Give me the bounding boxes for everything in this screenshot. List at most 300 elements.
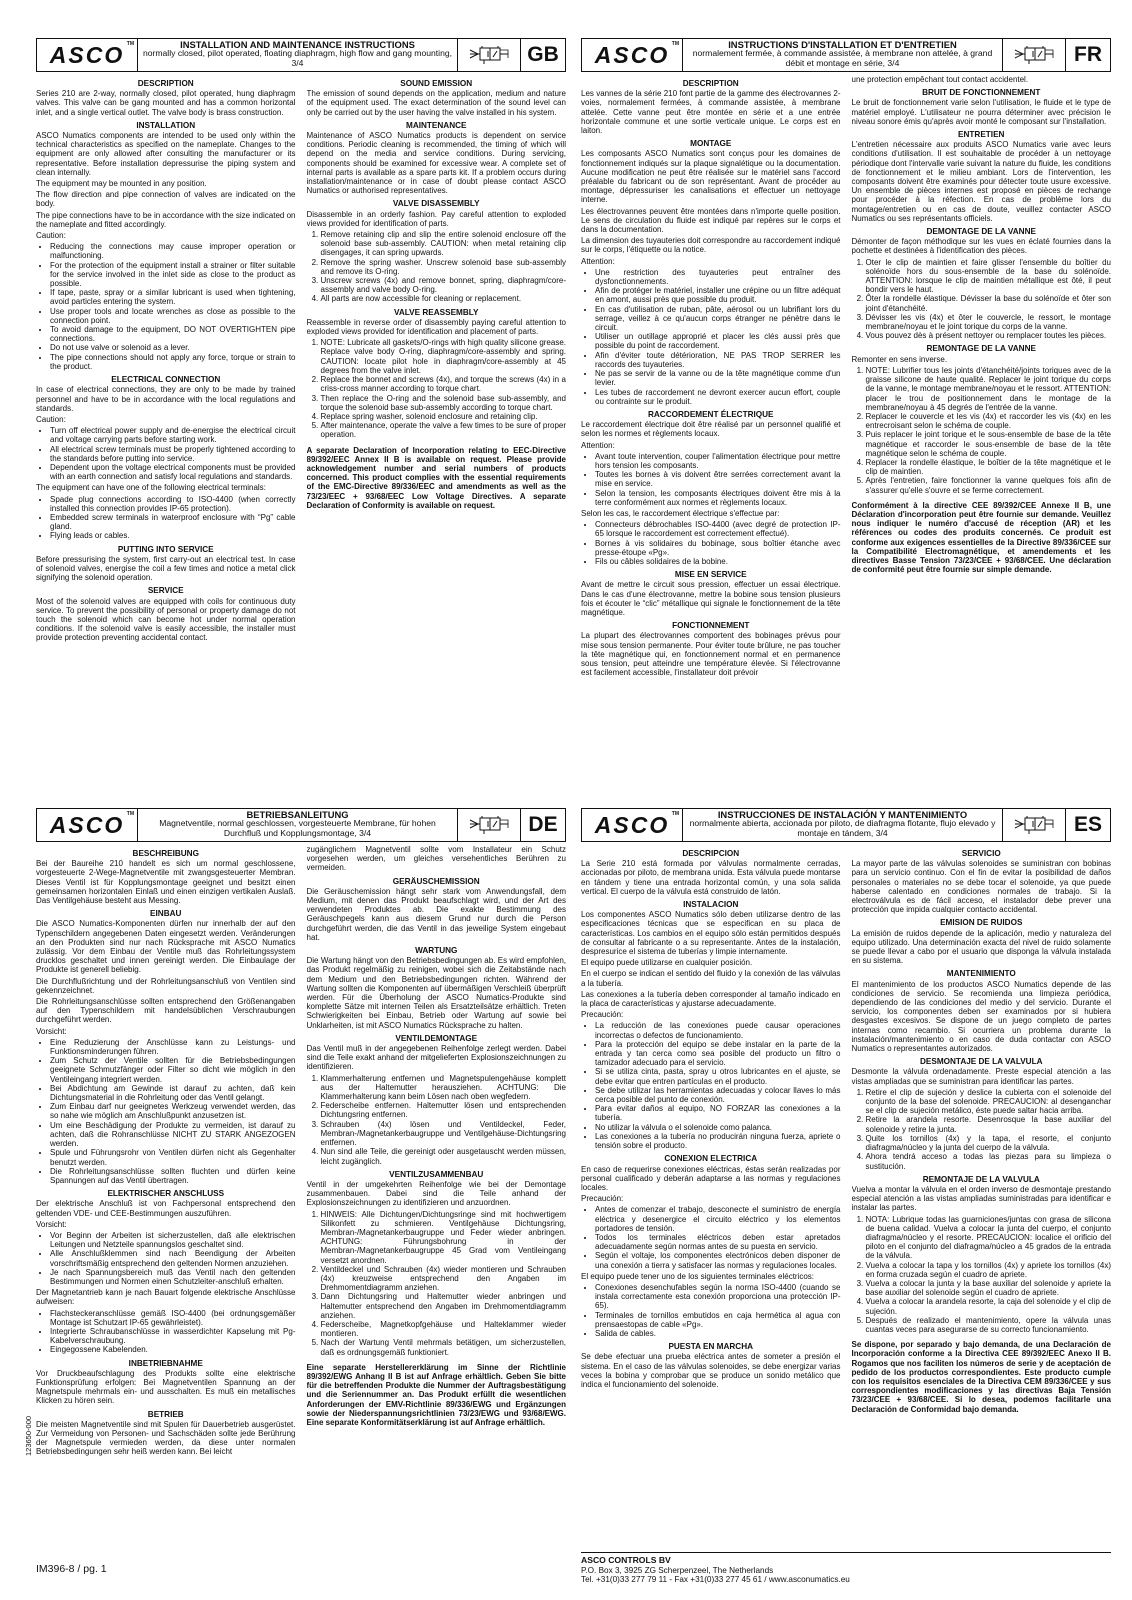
text-section: [852, 918, 1112, 965]
paragraph: Most of the solenoid valves are equipped with coils for continuous duty service. To prevent the possibility of personal or property damage do not touch the solenoid which can become hot under normal operation conditions. If the solenoid valve is easily accessible, the installer must provide protection preventing accidental contact.: [36, 596, 296, 643]
list-item: • Turn off electrical power supply and de-energise the electrical circuit and voltage carrying parts before starting work.: [50, 426, 296, 444]
section-heading: FONCTIONNEMENT: [672, 621, 750, 631]
list-item: • Spade plug connections according to ISO-4400 (when correctly installed this connection provides IP-65 protection).: [50, 495, 296, 513]
list-item: • Zum Schutz der Ventile sollten für die Betriebsbedingungen geeignete Schmutzfänger oder Filter so dicht wie möglich in den Ventileingang integriert werden.: [50, 1056, 296, 1084]
bullet-list: [36, 426, 296, 481]
header-title-block: [138, 39, 457, 71]
paragraph: Die Geräuschemission hängt sehr stark vom Anwendungsfall, dem Medium, mit denen das Produkt beaufschlagt wird, und der Art des verwendeten Produktes ab. Die exakte Bestimmung des Geräuschpegels kann aus diesem Grund nur durch die Person durchgeführt werden, die das Ventil in das jeweilige System eingebaut hat.: [306, 886, 566, 942]
doc-subtitle: normally closed, pilot operated, floating diaphragm, high flow and gang mounting, 3/4: [142, 48, 453, 68]
header-title-block: [683, 39, 1002, 71]
paragraph: Die Wartung hängt von den Betriebsbedingungen ab. Es wird empfohlen, das Produkt regelmäßig zu reinigen, wobei sich die Zeitabstände nach dem Medium und den Betriebsbedingungen richten. Während der Wartung sollten die Komponenten auf übermäßigen Verschleiß überprüft werden. Für die Überholung der ASCO Numatics-Produkte sind komplette Sätze mit internen Teilen als Ersatzteilsätze erhältlich. Treten Schwierigkeiten bei Einbau, Betrieb oder Wartung auf sowie bei Unklarheiten, ist mit ASCO Numatics Rücksprache zu halten.: [306, 956, 566, 1030]
text-section: [36, 1410, 296, 1457]
list-item: • Ne pas se servir de la vanne ou de la tête magnétique comme d'un levier.: [595, 369, 841, 387]
section-heading: VENTILDEMONTAGE: [395, 1033, 478, 1043]
paragraph: Vorsicht:: [36, 1219, 67, 1229]
text-column: [852, 845, 1112, 1414]
paragraph: The equipment can have one of the following electrical terminals:: [36, 483, 266, 493]
list-item: 3. Vuelva a colocar la junta y la base auxiliar del solenoide y apriete la base auxiliar del solenoide según el cuadro de apriete.: [866, 1279, 1112, 1297]
valve-symbol-icon: [1011, 814, 1057, 836]
header-title-block: [683, 809, 1002, 841]
bullet-list: [581, 1205, 841, 1269]
valve-symbol-icon: [1011, 44, 1057, 66]
paragraph: Se debe efectuar una prueba eléctrica antes de someter a presión el sistema. En el caso de las válvulas solenoides, se debe energizar varias veces la bobina y comprobar que se produce un sonido metálico que indica el funcionamiento del solenoide.: [581, 1352, 841, 1389]
text-columns: [36, 75, 566, 645]
list-item: 5. Après l'entretien, faire fonctionner la vanne quelques fois afin de s'assurer qu'elle s'ouvre et se ferme correctement.: [866, 476, 1112, 494]
declaration-note: Conformément à la directive CEE 89/392/CEE Annexe II B, une Déclaration d'incorporation peut être fournie sur demande. Veuillez nous indiquer le numéro d'accusé de réception (AR) et les références ou codes des produits concernés. Ce produit est conforme aux exigences essentielles de la Directive 89/336/CEE sur la Compatibilité Electromagnétique, et amendements et les directives Basse Tension 73/23/CEE + 93/68/CEE. Une déclaration de conformité peut être fournie sur simple demande.: [851, 500, 1111, 575]
paragraph: Vor Druckbeaufschlagung des Produkts sollte eine elektrische Funktionsprüfung erfolgen: Bei Magnetventilen Spannung an der Magnetspule mehrmals ein- und ausschalten. Es muß ein metallisches Klicken zu hören sein.: [36, 1368, 296, 1406]
text-section: [852, 75, 1112, 84]
document-number: 123650-000: [24, 1415, 33, 1456]
header-bar: [581, 38, 1111, 72]
text-section: [852, 227, 1112, 340]
paragraph: The flow direction and pipe connection of valves are indicated on the body.: [36, 190, 296, 209]
list-item: 4. Replace spring washer, solenoid enclosure and retaining clip.: [321, 412, 567, 421]
text-section: [36, 483, 296, 540]
paragraph: Attention:: [581, 256, 615, 266]
list-item: • Spule und Führungsrohr von Ventilen dürfen nicht als Gegenhalter benutzt werden.: [50, 1148, 296, 1166]
numbered-list: [307, 1210, 567, 1357]
section-heading: SERVICE: [147, 586, 184, 596]
numbered-list: [852, 366, 1112, 495]
section-heading: VENTILZUSAMMENBAU: [389, 1169, 484, 1179]
section-heading: INBETRIEBNAHME: [128, 1358, 203, 1368]
section-heading: RACCORDEMENT ÉLECTRIQUE: [647, 409, 774, 419]
section-heading: BETRIEB: [147, 1409, 184, 1419]
list-item: • For the protection of the equipment install a strainer or filter suitable for the service involved in the inlet side as close to the product as possible.: [50, 261, 296, 289]
section-heading: DEMONTAGE DE LA VANNE: [926, 227, 1036, 237]
paragraph: Reassemble in reverse order of disassembly paying careful attention to exploded views provided for identification and placement of parts.: [306, 317, 566, 337]
list-item: • Bornes à vis solidaires du bobinage, sous boîtier étanche avec presse-étoupe «Pg».: [595, 539, 841, 557]
list-item: • Um eine Beschädigung der Produkte zu vermeiden, ist darauf zu achten, daß die Rohranschlüsse NICHT ZU STARK ANGEZOGEN werden.: [50, 1121, 296, 1149]
text-section: [36, 1359, 296, 1406]
paragraph: Ventil in der umgekehrten Reihenfolge wie bei der Demontage zusammenbauen. Dabei sind die Teile anhand der Explosionszeichnungen zu identifizieren und anzuordnen.: [306, 1179, 566, 1208]
text-column: [307, 75, 567, 645]
company-name: ASCO CONTROLS BV: [581, 1555, 671, 1565]
paragraph: Das Ventil muß in der angegebenen Reihenfolge zerlegt werden. Dabei sind die Teile exakt anhand der mitgelieferten Explosionszeichnungen zu identifizieren.: [306, 1044, 566, 1072]
paragraph: Bei der Baureihe 210 handelt es sich um normal geschlossene, vorgesteuerte 2-Wege-Magnetventile mit zwangsgesteuerter Membran. Dieses Ventil ist für Kopplungsmontage geeignet und besitzt einen gemeinsamen horizontalen Einlaß und einen einzigen vertikalen Auslaß. Das Ventilgehäuse besteht aus Messing.: [36, 859, 296, 906]
section-heading: MAINTENANCE: [406, 120, 467, 130]
numbered-list: [852, 1215, 1112, 1335]
bullet-list: [581, 452, 841, 507]
section-heading: SERVICIO: [961, 849, 1001, 858]
list-item: • Die Rohrleitungsanschlüsse sollten fluchten und dürfen keine Spannungen auf das Ventil übertragen.: [50, 1167, 296, 1185]
numbered-list: [307, 1074, 567, 1166]
list-item: • Alle Anschlußklemmen sind nach Beendigung der Arbeiten vorschriftsmäßig entsprechend den geltenden Normen anzuziehen.: [50, 1249, 296, 1267]
paragraph: El mantenimiento de los productos ASCO Numatics depende de las condiciones de servicio. Se recomienda una limpieza periódica, dependiendo de las condiciones del medio y del servicio. Durante el servicio, los componentes deben ser examinados por si hubiera desgastes excesivos. Se dispone de un juego completo de partes internas como recambio. Si ocurriera un problema durante la instalación/mantenimiento o en caso de duda contactar con ASCO Numatics o representantes autorizados.: [851, 979, 1111, 1054]
text-column: [852, 75, 1112, 679]
list-item: 3. Puis replacer le joint torique et le sous-ensemble de base de la tête magnétique et raccorder le sous-ensemble de base de la tête magnétique selon le schéma de couple.: [866, 430, 1112, 458]
header-bar: [36, 38, 566, 72]
list-item: 2. Federscheibe entfernen. Haltemutter lösen und entsprechenden Dichtungsring entfernen.: [321, 1101, 567, 1119]
text-section: [581, 79, 841, 135]
trademark: TM: [126, 811, 134, 817]
text-section: [307, 199, 567, 303]
declaration-note: A separate Declaration of Incorporation relating to EEC-Directive 89/392/EEC Annex II B is available on request. Please provide acknowledgement number and serial numbers of products concerned. This product complies with the essential requirements of the EMC-Directive 89/336/EEC and amendments as well as the 73/23/EEC + 93/68/EEC Low Voltage Directives. A separate Declaration of Conformity is available on request.: [306, 445, 566, 510]
valve-symbol: [457, 39, 520, 71]
list-item: 2. Replacer le couvercle et les vis (4x) et raccorder les vis (4x) en les entrecroisant selon le schéma de couple.: [866, 412, 1112, 430]
list-item: 4. Nun sind alle Teile, die gereinigt oder ausgetauscht werden müssen, leicht zugänglich.: [321, 1147, 567, 1165]
paragraph: Die Rohrleitungsanschlüsse sollten entsprechend den Größenangaben auf den Typenschildern mit handelsüblichen Verschraubungen durchgeführt werden.: [36, 997, 296, 1025]
logo-text: ASCO: [594, 41, 670, 68]
paragraph: Series 210 are 2-way, normally closed, pilot operated, hung diaphragm valves. This valve can be gang mounted and has a common horizontal inlet, and a single vertical outlet. The valve body is brass construction.: [36, 89, 296, 117]
paragraph: Die meisten Magnetventile sind mit Spulen für Dauerbetrieb ausgerüstet. Zur Vermeidung von Personen- und Sachschäden sollte jede Berührung der Magnetspule vermieden werden, da diese unter normalen Betriebsbedingungen sehr heiß werden kann. Bei leicht: [36, 1419, 296, 1457]
section-heading: VALVE DISASSEMBLY: [392, 199, 480, 209]
paragraph: Desmonte la válvula ordenadamente. Preste especial atención a las vistas ampliadas que se suministran para identificar las partes.: [851, 1067, 1111, 1086]
company-address: P.O. Box 3, 3925 ZG Scherpenzeel, The Netherlands: [581, 1565, 774, 1575]
text-section: [36, 909, 296, 1185]
list-item: • Avant toute intervention, couper l'alimentation électrique pour mettre hors tension les composants.: [595, 452, 841, 470]
text-section: [852, 1057, 1112, 1170]
text-column: [581, 845, 841, 1414]
bullet-list: [36, 1038, 296, 1185]
quadrant-gb: [36, 38, 566, 798]
section-heading: VALVE REASSEMBLY: [394, 307, 479, 317]
text-section: [307, 1034, 567, 1166]
list-item: • Je nach Spannungsbereich muß das Ventil nach den geltenden Bestimmungen und Normen einen Schutzleiter-anschluß erhalten.: [50, 1268, 296, 1286]
paragraph: Les vannes de la série 210 font partie de la gamme des électrovannes 2-voies, normalement fermées, à commande assistée, à membrane attelée. Cette vanne peut être montée en série et a une entrée horizontale commune et une sortie verticale unique. Le corps est en laiton.: [581, 89, 841, 136]
list-item: • Según el voltaje, los componentes electrónicos deben disponer de una conexión a tierra y satisfacer las normas y regulaciones locales.: [595, 1251, 841, 1269]
list-item: • Se debe utilizar las herramientas adecuadas y colocar llaves lo más cerca posible del punto de conexión.: [595, 1086, 841, 1104]
list-item: 2. Vuelva a colocar la tapa y los tornillos (4x) y apriete los tornillos (4x) en forma cruzada según el cuadro de apriete.: [866, 1261, 1112, 1279]
text-section: [852, 88, 1112, 126]
paragraph: ASCO Numatics components are intended to be used only within the technical characteristics as specified on the nameplate. Changes to the equipment are only allowed after consulting the manufacturer or its representative. Before installation depressurise the piping system and clean internally.: [36, 131, 296, 177]
text-columns: [36, 845, 566, 1459]
paragraph: Avant de mettre le circuit sous pression, effectuer un essai électrique. Dans le cas d'une électrovanne, mettre la bobine sous tension plusieurs fois et écouter le “clic” métallique qui signale le fonctionnement de la tête magnétique.: [581, 580, 841, 617]
paragraph: une protection empêchant tout contact accidentel.: [851, 75, 1029, 84]
trademark: TM: [126, 41, 134, 47]
paragraph: Las conexiones a la tubería deben corresponder al tamaño indicado en la placa de características y ajustarse adecuadamente.: [581, 989, 841, 1009]
list-item: • Eine Reduzierung der Anschlüsse kann zu Leistungs- und Funktionsminderungen führen.: [50, 1038, 296, 1056]
list-item: • Para evitar daños al equipo, NO FORZAR las conexiones a la tubería.: [595, 1104, 841, 1122]
header-bar: [36, 808, 566, 842]
text-column: [36, 845, 296, 1459]
list-item: • Selon la tension, les composants électriques doivent être mis à la terre conformément aux normes et règlements locaux.: [595, 489, 841, 507]
section-heading: SOUND EMISSION: [400, 79, 473, 88]
quadrant-fr: [581, 38, 1111, 798]
list-item: 2. Retire la arandela resorte. Desenrosque la base auxiliar del solenoide y retire la junta.: [866, 1115, 1112, 1133]
bullet-list: [36, 495, 296, 541]
text-column: [36, 75, 296, 645]
list-item: • Zum Einbau darf nur geeignetes Werkzeug verwendet werden, das so nahe wie möglich am Anschlußpunkt anzusetzen ist.: [50, 1102, 296, 1120]
list-item: • Do not use valve or solenoid as a lever.: [50, 343, 296, 352]
text-section: [307, 1170, 567, 1357]
asco-logo: [37, 39, 138, 71]
text-section: [581, 1154, 841, 1269]
bullet-list: [581, 1021, 841, 1150]
list-item: • Dependent upon the voltage electrical components must be provided with an earth connection and satisfy local regulations and standards.: [50, 463, 296, 481]
list-item: 2. Ôter la rondelle élastique. Dévisser la base du solénoïde et ôter son joint d'étanchéité.: [866, 294, 1112, 312]
list-item: 1. Oter le clip de maintien et faire glisser l'ensemble du boîtier du solénoïde hors du sous-ensemble de la base du solénoïde. ATTENTION: lorsque le clip de maintien métallique est ôté, il peut bondir vers le haut.: [866, 258, 1112, 295]
bullet-list: [36, 242, 296, 371]
section-heading: MISE EN SERVICE: [674, 570, 747, 580]
list-item: • Flachsteckeranschlüsse gemäß ISO-4400 (bei ordnungsgemäßer Montage ist Schutzart IP-65 gewährleistet).: [50, 1309, 296, 1327]
list-item: • Antes de comenzar el trabajo, desconecte el suministro de energía eléctrica y desenergice el circuito eléctrico y los elementos portadores de tensión.: [595, 1205, 841, 1233]
text-section: [852, 130, 1112, 223]
section-heading: DESCRIPCION: [682, 849, 740, 858]
section-heading: WARTUNG: [415, 946, 458, 956]
language-code: DE: [520, 809, 565, 841]
list-item: 4. Ahora tendrá acceso a todas las piezas para su limpieza o sustitución.: [866, 1152, 1112, 1170]
text-section: [581, 1342, 841, 1389]
section-heading: BESCHREIBUNG: [132, 849, 199, 858]
paragraph: El equipo puede tener uno de los siguientes terminales eléctricos:: [581, 1271, 815, 1281]
bullet-list: [581, 268, 841, 406]
paragraph: Precaución:: [581, 1010, 624, 1020]
paragraph: Maintenance of ASCO Numatics products is dependent on service conditions. Periodic cleaning is recommended, the timing of which will depend on the media and service conditions. During servicing, components should be examined for excessive wear. A complete set of internal parts is available as a spare parts kit. If a problem occurs during installation/maintenance or in case of doubt please contact ASCO Numatics or authorised representatives.: [306, 131, 566, 196]
paragraph: El equipo puede utilizarse en cualquier posición.: [581, 958, 753, 968]
list-item: • Connecteurs débrochables ISO-4400 (avec degré de protection IP-65 lorsque le raccordement est correctement effectué).: [595, 520, 841, 538]
list-item: 3. Schrauben (4x) lösen und Ventildeckel, Feder, Membran-/Magnetankerbaugruppe und Ventilgehäuse-Dichtungsring entfernen.: [321, 1120, 567, 1148]
list-item: • Afin de protéger le matériel, installer une crépine ou un filtre adéquat en amont, aussi près que possible du produit.: [595, 286, 841, 304]
text-section: [36, 375, 296, 481]
text-section: [581, 570, 841, 617]
list-item: • To avoid damage to the equipment, DO NOT OVERTIGHTEN pipe connections.: [50, 325, 296, 343]
paragraph: Les électrovannes peuvent être montées dans n'importe quelle position. Le sens de circulation du fluide est indiqué par repères sur le corps et dans la documentation.: [581, 206, 841, 235]
paragraph: In case of electrical connections, they are only to be made by trained personnel and have to be in accordance with the local regulations and standards.: [36, 385, 296, 413]
trademark: TM: [671, 41, 679, 47]
list-item: 4. Federscheibe, Magnetkopfgehäuse und Halteklammer wieder montieren.: [321, 1320, 567, 1338]
section-heading: DESCRIPTION: [682, 79, 739, 88]
list-item: 4. Vuelva a colocar la arandela resorte, la caja del solenoide y el clip de sujeción.: [866, 1297, 1112, 1315]
paragraph: Die Durchflußrichtung und der Rohrleitungsanschluß von Ventilen sind gekennzeichnet.: [36, 976, 296, 995]
list-item: • Si se utiliza cinta, pasta, spray u otros lubricantes en el ajuste, se debe evitar que entren partículas en el producto.: [595, 1067, 841, 1085]
list-item: • En cas d'utilisation de ruban, pâte, aérosol ou un lubrifiant lors du serrage, veillez à ce qu'aucun corps étranger ne pénètre dans le circuit.: [595, 305, 841, 333]
text-section: [581, 410, 841, 507]
paragraph: Vuelva a montar la válvula en el orden inverso de desmontaje prestando especial atención a las vistas ampliadas suministradas para identificar e instalar las partes.: [851, 1184, 1111, 1213]
paragraph: Before pressurising the system, first carry-out an electrical test. In case of solenoid valves, energise the coil a few times and notice a metal click signifying the solenoid operation.: [36, 554, 296, 583]
doc-title: INSTALLATION AND MAINTENANCE INSTRUCTIONS: [180, 39, 415, 50]
list-item: 5. After maintenance, operate the valve a few times to be sure of proper operation.: [321, 421, 567, 439]
list-item: 3. Dévisser les vis (4x) et ôter le couvercle, le ressort, le montage membrane/noyau et le joint torique du corps de la vanne.: [866, 313, 1112, 331]
paragraph: Caution:: [36, 231, 66, 241]
text-column: [581, 75, 841, 679]
text-section: [36, 1288, 296, 1354]
list-item: 4. Vous pouvez dès à présent nettoyer ou remplacer toutes les pièces.: [866, 331, 1112, 340]
section-heading: MANTENIMIENTO: [946, 969, 1016, 979]
list-item: 3. Dann Dichtungsring und Haltemutter wieder anbringen und Haltemutter entsprechend den Angaben im Drehmomentdiagramm anziehen.: [321, 1292, 567, 1320]
logo-text: ASCO: [49, 811, 125, 838]
logo-text: ASCO: [594, 811, 670, 838]
logo-text: ASCO: [49, 41, 125, 68]
declaration-note: Se dispone, por separado y bajo demanda, de una Declaración de Incorporación conforme a la Directiva CEE 89/392/EEC Anexo II B. Rogamos que nos faciliten los números de serie y de aceptación de pedido de los productos correspondientes. Este producto cumple con los requisitos esenciales de la Directiva CEM 89/336/CEE y sus correspondientes modificaciones y las directivas Baja Tensión 73/23/CEE + 93/68/CEE. Si lo desea, podemos facilitarle una Declaración de Conformidad bajo demanda.: [851, 1340, 1111, 1414]
list-item: • Las conexiones a la tubería no producirán ninguna fuerza, apriete o tensión sobre el producto.: [595, 1132, 841, 1150]
paragraph: La mayor parte de las válvulas solenoides se suministran con bobinas para un servicio continuo. Con el fin de evitar la posibilidad de daños personales o materiales no se debe tocar el solenoide, ya que puede haberse calentado en condiciones normales de trabajo. Si la electroválvula es de fácil acceso, el instalador debe prever una protección que impida cualquier contacto accidental.: [851, 859, 1111, 915]
paragraph: En el cuerpo se indican el sentido del fluido y la conexión de las válvulas a la tubería.: [581, 969, 841, 988]
paragraph: Disassemble in an orderly fashion. Pay careful attention to exploded views provided for identification of parts.: [306, 209, 566, 228]
section-heading: INSTALACION: [683, 900, 739, 910]
section-heading: GERÄUSCHEMISSION: [392, 876, 480, 886]
list-item: • No utilizar la válvula o el solenoide como palanca.: [595, 1123, 841, 1132]
list-item: • Para la protección del equipo se debe instalar en la parte de la entrada y tan cerca como sea posible del producto un filtro o tamizador adecuado para el servicio.: [595, 1040, 841, 1068]
company-footer: [581, 1552, 1111, 1585]
paragraph: Les composants ASCO Numatics sont conçus pour les domaines de fonctionnement indiqués sur la plaque signalétique ou la documentation. Aucune modification ne peut être réalisée sur le matériel sans l'accord préalable du fabricant ou de son représentant. Avant de procéder au montage, dépressuriser les canalisations et effectuer un nettoyage interne.: [581, 149, 841, 205]
text-section: [307, 845, 567, 873]
paragraph: Der elektrische Anschluß ist von Fachpersonal entsprechend den geltenden VDE- und CEE-Bestimmungen auszuführen.: [36, 1199, 296, 1218]
trademark: TM: [671, 811, 679, 817]
numbered-list: [852, 1088, 1112, 1171]
list-item: • Embedded screw terminals in waterproof enclosure with “Pg” cable gland.: [50, 513, 296, 531]
paragraph: Le bruit de fonctionnement varie selon l'utilisation, le fluide et le type de matériel employé. L'utilisateur ne pourra déterminer avec précision le niveau sonore émis qu'après avoir monté le composant sur l'installation.: [851, 98, 1111, 126]
paragraph: La Serie 210 está formada por válvulas normalmente cerradas, accionadas por piloto, de membrana unida. Esta válvula puede montarse en tándem y tiene una entrada horizontal común, y una sola salida vertical. El cuerpo de la válvula está construido de latón.: [581, 859, 841, 896]
section-heading: REMONTAGE DE LA VANNE: [926, 344, 1036, 354]
paragraph: Precaución:: [581, 1194, 624, 1204]
text-columns: [581, 845, 1111, 1414]
section-heading: PUTTING INTO SERVICE: [117, 544, 214, 554]
text-section: [307, 79, 567, 117]
doc-subtitle: Magnetventile, normal geschlossen, vorgesteuerte Membrane, für hohen Durchfluß und Kopplungsmontage, 3/4: [159, 818, 436, 838]
paragraph: Die ASCO Numatics-Komponenten dürfen nur innerhalb der auf den Typenschildern angegebenen Daten eingesetzt werden. Veränderungen an den Produkten sind nur nach Rücksprache mit ASCO Numatics zulässig. Vor dem Einbau der Ventile muß das Rohrleitungssystem drucklos geschaltet und innen gereinigt werden. Die Einbaulage der Produkte ist generell beliebig.: [36, 919, 296, 975]
list-item: 1. Retire el clip de sujeción y deslice la cubierta con el solenoide del conjunto de la base del solenoide. PRECAUCION: al desenganchar se el clip de sujeción metálico, éste puede saltar hacia arriba.: [866, 1088, 1112, 1116]
valve-symbol: [1002, 39, 1065, 71]
language-code: ES: [1065, 809, 1110, 841]
text-columns: [581, 75, 1111, 679]
text-section: [36, 849, 296, 905]
list-item: 2. Replace the bonnet and screws (4x), and torque the screws (4x) in a criss-cross manner according to torque chart.: [321, 375, 567, 393]
section-heading: CONEXION ELECTRICA: [664, 1154, 758, 1164]
paragraph: Remonter en sens inverse.: [851, 354, 948, 364]
list-item: 3. Quite los tornillos (4x) y la tapa, el resorte, el conjunto diafragma/núcleo y la junta del cuerpo de la válvula.: [866, 1134, 1112, 1152]
paragraph: La plupart des électrovannes comportent des bobinages prévus pour mise sous tension permanente. Pour éviter toute brûlure, ne pas toucher la tête magnétique qui, en fonctionnement normal et en permanence sous tension, peut atteindre une température élevée. Si l'électrovanne est facilement accessible, l'installateur doit prévoir: [581, 631, 841, 678]
text-section: [581, 621, 841, 677]
list-item: • Use proper tools and locate wrenches as close as possible to the connection point.: [50, 307, 296, 325]
list-item: • Eingegossene Kabelenden.: [50, 1345, 296, 1354]
list-item: • Vor Beginn der Arbeiten ist sicherzustellen, daß alle elektrischen Leitungen und Netzteile spannungslos geschaltet sind.: [50, 1231, 296, 1249]
list-item: 3. Then replace the O-ring and the solenoid base sub-assembly, and torque the solenoid base sub-assembly according to torque chart.: [321, 394, 567, 412]
text-section: [581, 849, 841, 896]
paragraph: Selon les cas, le raccordement électrique s'effectue par:: [581, 508, 780, 518]
text-section: [581, 900, 841, 1150]
section-heading: ENTRETIEN: [958, 130, 1005, 140]
doc-subtitle: normalmente abierta, accionada por piloto, de diafragma flotante, flujo elevado y montaje en tándem, 3/4: [689, 818, 996, 838]
list-item: • The pipe connections should not apply any force, torque or strain to the product.: [50, 353, 296, 371]
paragraph: La dimension des tuyauteries doit correspondre au raccordement indiqué sur le corps, l'étiquette ou la notice.: [581, 236, 841, 255]
text-section: [852, 344, 1112, 494]
list-item: 5. Después de realizado el mantenimiento, opere la válvula unas cuantas veces para asegurarse de su correcto funcionamiento.: [866, 1316, 1112, 1334]
text-section: [36, 586, 296, 642]
text-section: [307, 121, 567, 196]
list-item: 5. Nach der Wartung Ventil mehrmals betätigen, um sicherzustellen, daß es ordnungsgemäß funktioniert.: [321, 1338, 567, 1356]
declaration-note: Eine separate Herstellererklärung im Sinne der Richtlinie 89/392/EWG Anhang II B ist auf Anfrage erhältlich. Geben Sie bitte für die betreffenden Produkte die Nummer der Auftragsbestätigung und die Seriennummer an. Das Produkt erfüllt die wesentlichen Anforderungen der EMV-Richtlinie 89/336/EWG und Ergänzungen sowie der Niederspannungsrichtlinien 73/23/EWG und 93/68/EWG. Eine separate Konformitätserklärung ist auf Anfrage erhältlich.: [306, 1362, 566, 1427]
list-item: 1. NOTE: Lubrifier tous les joints d'étanchéité/joints toriques avec de la graisse silicone de haute qualité. Replacer le joint torique du corps de la vanne, le montage membrane/noyau et le ressort. ATTENTION: placer le trou de positionnement dans le montage de la membrane/noyau à 45 degrés de l'entrée de la vanne.: [866, 366, 1112, 412]
section-heading: BRUIT DE FONCTIONNEMENT: [922, 88, 1041, 98]
list-item: 2. Remove the spring washer. Unscrew solenoid base sub-assembly and remove its O-ring.: [321, 258, 567, 276]
section-heading: DESCRIPTION: [137, 79, 194, 88]
list-item: • Les tubes de raccordement ne devront exercer aucun effort, couple ou contrainte sur le produit.: [595, 388, 841, 406]
text-section: [36, 545, 296, 583]
paragraph: Vorsicht:: [36, 1026, 67, 1036]
numbered-list: [852, 258, 1112, 341]
list-item: • All electrical screw terminals must be properly tightened according to the standards before putting into service.: [50, 445, 296, 463]
paragraph: Caution:: [36, 414, 66, 424]
list-item: • Integrierte Schraubanschlüsse in wasserdichter Kapselung mit Pg-Kabelverschraubung.: [50, 1327, 296, 1345]
asco-logo: [582, 39, 683, 71]
list-item: 4. All parts are now accessible for cleaning or replacement.: [321, 294, 567, 303]
paragraph: Le raccordement électrique doit être réalisé par un personnel qualifié et selon les normes et règlements locaux.: [581, 420, 841, 439]
bullet-list: [36, 1309, 296, 1355]
paragraph: La emisión de ruidos depende de la aplicación, medio y naturaleza del equipo utilizado. Una determinación exacta del nivel de ruido solamente se puede llevar a cabo por el usuario que disponga la válvula instalada en su sistema.: [851, 928, 1111, 966]
list-item: • Flying leads or cables.: [50, 531, 296, 540]
paragraph: The pipe connections have to be in accordance with the size indicated on the nameplate and fitted accordingly.: [36, 210, 296, 229]
list-item: • Une restriction des tuyauteries peut entraîner des dysfonctionnements.: [595, 268, 841, 286]
quadrant-es: [581, 808, 1111, 1548]
text-section: [581, 139, 841, 406]
section-heading: PUESTA EN MARCHA: [668, 1342, 754, 1352]
text-section: [307, 877, 567, 942]
section-heading: EINBAU: [150, 909, 182, 919]
page-reference: IM396-8 / pg. 1: [36, 1563, 107, 1575]
text-section: [581, 509, 841, 566]
doc-title: INSTRUCCIONES DE INSTALACIÓN Y MANTENIMIENTO: [717, 809, 968, 820]
bullet-list: [581, 520, 841, 566]
list-item: 1. NOTA: Lubrique todas las guarniciones/juntas con grasa de silicona de buena calidad. Vuelva a colocar la junta del cuerpo, el conjunto diafragma/núcleo y el resorte. PRECAUCION: localice el orificio del piloto en el conjunto del diafragma/núcleo a 45 grados de la entrada de la válvula.: [866, 1215, 1112, 1261]
list-item: 1. HINWEIS: Alle Dichtungen/Dichtungsringe sind mit hochwertigem Silikonfett zu schmieren. Ventilgehäuse Dichtungsring, Membran-/Magnetankerbaugruppe und Feder wieder anbringen. ACHTUNG: Führungsbohrung in der Membran-/Magnetankerbaugruppe 45 Grad vom Ventileingang versetzt anordnen.: [321, 1210, 567, 1265]
paragraph: zugänglichem Magnetventil sollte vom Installateur ein Schutz vorgesehen werden, um gleiches versehentliches Berühren zu vermeiden.: [306, 845, 566, 873]
doc-subtitle: normalement fermée, à commande assistée, à membrane non attelée, à grand débit et montage en série, 3/4: [692, 48, 993, 68]
paragraph: Der Magnetantrieb kann je nach Bauart folgende elektrische Anschlüsse aufweisen:: [36, 1288, 296, 1307]
list-item: • If tape, paste, spray or a similar lubricant is used when tightening, avoid particles entering the system.: [50, 288, 296, 306]
text-section: [852, 849, 1112, 914]
doc-title: BETRIEBSANLEITUNG: [246, 809, 349, 820]
list-item: • Afin d'éviter toute détérioration, NE PAS TROP SERRER les raccords des tuyauteries.: [595, 351, 841, 369]
list-item: • La reducción de las conexiones puede causar operaciones incorrectas o defectos de funcionamiento.: [595, 1021, 841, 1039]
list-item: • Reducing the connections may cause improper operation or malfunctioning.: [50, 242, 296, 260]
text-section: [581, 1272, 841, 1338]
valve-symbol: [457, 809, 520, 841]
list-item: 2. Ventildeckel und Schrauben (4x) wieder montieren und Schrauben (4x) kreuzweise entsprechend den Angaben im Drehmomentdiagramm anziehen.: [321, 1265, 567, 1293]
valve-symbol-icon: [466, 44, 512, 66]
list-item: • Fils ou câbles solidaires de la bobine.: [595, 557, 841, 566]
paragraph: The emission of sound depends on the application, medium and nature of the equipment used. The exact determination of the sound level can only be carried out by the user having the valve installed in his system.: [306, 89, 566, 117]
numbered-list: [307, 230, 567, 304]
list-item: • Bei Abdichtung am Gewinde ist darauf zu achten, daß kein Dichtungsmaterial in die Rohrleitung oder das Ventil gelangt.: [50, 1084, 296, 1102]
list-item: • Conexiones desenchufables según la norma ISO-4400 (cuando se instala correctamente esta conexión proporciona una protección IP-65).: [595, 1283, 841, 1311]
list-item: 4. Replacer la rondelle élastique, le boîtier de la tête magnétique et le clip de maintien.: [866, 458, 1112, 476]
header-bar: [581, 808, 1111, 842]
list-item: 1. Klammerhalterung entfernen und Magnetspulengehäuse komplett aus der Haltemutter herausziehen. ACHTUNG: Die Klammerhalterung kann beim Lösen nach oben wegfedern.: [321, 1074, 567, 1102]
list-item: • Utiliser un outillage approprié et placer les clés aussi près que possible du point de raccordement.: [595, 332, 841, 350]
list-item: • Salida de cables.: [595, 1329, 841, 1338]
language-code: GB: [520, 39, 565, 71]
list-item: • Toutes les bornes à vis doivent être serrées correctement avant la mise en service.: [595, 470, 841, 488]
section-heading: ELEKTRISCHER ANSCHLUSS: [107, 1189, 225, 1199]
section-heading: REMONTAJE DE LA VALVULA: [922, 1174, 1040, 1184]
section-heading: EMISION DE RUIDOS: [940, 918, 1023, 928]
list-item: • Terminales de tornillos embutidos en caja hermética al agua con prensaestopas de cable «Pg».: [595, 1311, 841, 1329]
numbered-list: [307, 338, 567, 439]
text-section: [852, 969, 1112, 1053]
section-heading: INSTALLATION: [136, 120, 196, 130]
list-item: • Todos los terminales eléctricos deben estar apretados adecuadamente según normas antes de su puesta en servicio.: [595, 1233, 841, 1251]
paragraph: Los componentes ASCO Numatics sólo deben utilizarse dentro de las especificaciones técnicas que se especifican en su placa de características. Los cambios en el equipo sólo están permitidos después de consultar al fabricante o a su representante. Antes de la instalación, despresurice el sistema de tuberías y limpie internamente.: [581, 910, 841, 957]
text-section: [307, 946, 567, 1030]
section-heading: DESMONTAJE DE LA VALVULA: [919, 1057, 1043, 1067]
quadrant-de: [36, 808, 566, 1548]
section-heading: ELECTRICAL CONNECTION: [111, 375, 221, 385]
doc-title: INSTRUCTIONS D'INSTALLATION ET D'ENTRETIEN: [728, 39, 957, 50]
text-column: [307, 845, 567, 1459]
text-section: [307, 308, 567, 440]
text-section: [852, 1175, 1112, 1334]
header-title-block: [138, 809, 457, 841]
language-code: FR: [1065, 39, 1110, 71]
company-contact: Tel. +31(0)33 277 79 11 - Fax +31(0)33 277 45 61 / www.asconumatics.eu: [581, 1575, 850, 1585]
paragraph: En caso de requerirse conexiones eléctricas, éstas serán realizadas por personal cualificado y deberán adaptarse a las normas y regulaciones locales.: [581, 1164, 841, 1192]
paragraph: Démonter de façon méthodique sur les vues en éclaté fournies dans la pochette et destinées à l'identification des pièces.: [851, 237, 1111, 256]
paragraph: L'entretien nécessaire aux produits ASCO Numatics varie avec leurs conditions d'utilisation. Il est souhaitable de procéder à un nettoyage périodique dont l'intervalle varie suivant la nature du fluide, les conditions de fonctionnement et le milieu ambiant. Lors de l'intervention, les composants doivent être examinés pour détecter toute usure excessive. Un ensemble de pièces internes est proposé en pièces de rechange pour procéder à la réfection. En cas de problème lors du montage/entretien ou en cas de doute, veuillez contacter ASCO Numatics ou ses représentants officiels.: [851, 140, 1111, 223]
bullet-list: [581, 1283, 841, 1338]
text-section: [36, 79, 296, 117]
list-item: 3. Unscrew screws (4x) and remove bonnet, spring, diaphragm/core-assembly and valve body O-ring.: [321, 276, 567, 294]
